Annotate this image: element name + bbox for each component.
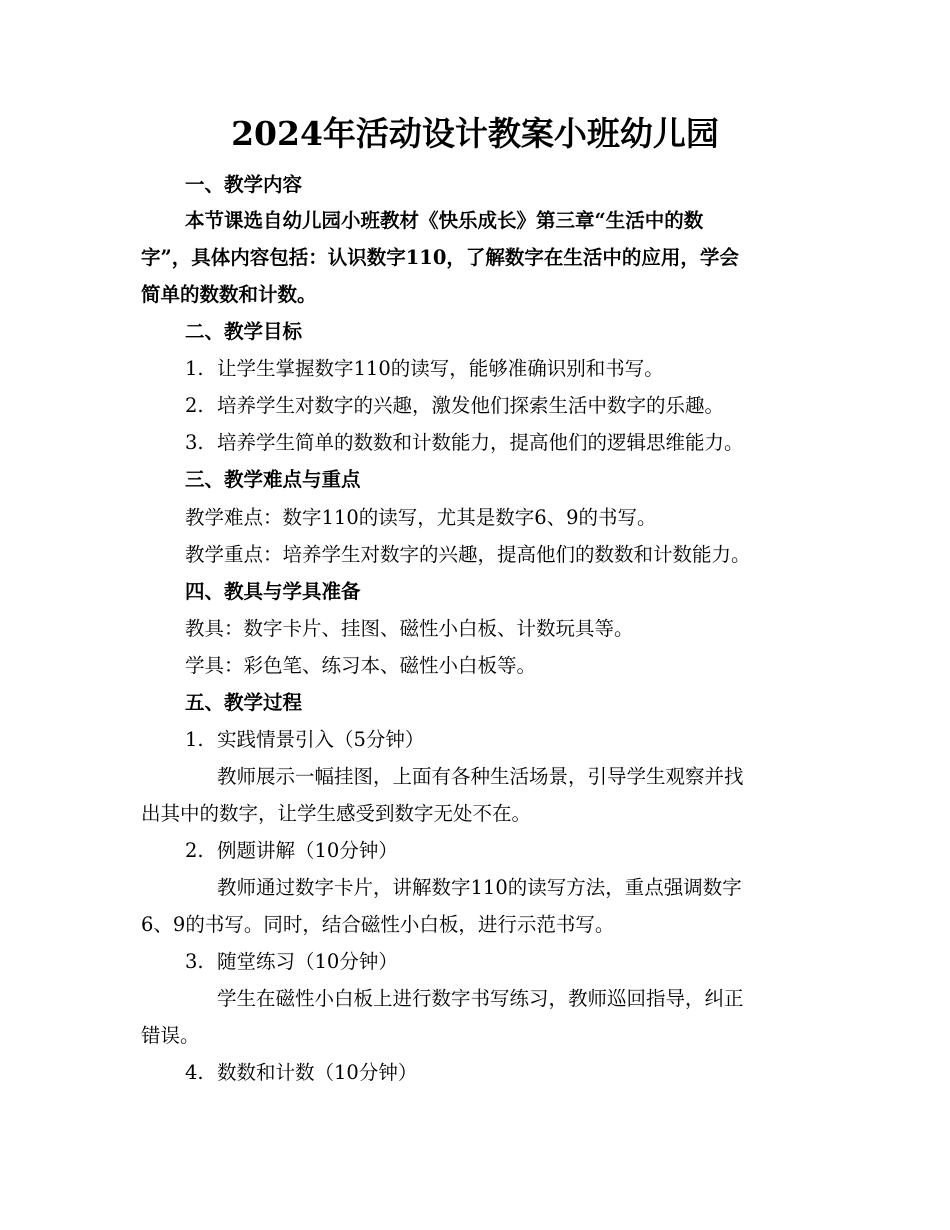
- step-title: [185, 725, 424, 755]
- content-paragraph-line: 本节课选自幼儿园小班教材《快乐成长》第三章“生活中的数: [185, 209, 704, 232]
- step-title-text: 数数和计数（10分钟）: [217, 1061, 418, 1084]
- list-text: 培养学生对数字的兴趣，激发他们探索生活中数字的乐趣。: [217, 394, 725, 417]
- difficulty-text: 教学难点：数字110的读写，尤其是数字6、9的书写。: [185, 506, 657, 529]
- step-paragraph-line: 出其中的数字，让学生感受到数字无处不在。: [141, 802, 532, 825]
- step-number: 1.: [185, 728, 204, 751]
- step-title: [185, 947, 398, 977]
- step-paragraph-line: 学生在磁性小白板上进行数字书写练习，教师巡回指导，纠正: [217, 987, 744, 1010]
- step-paragraph-line: 错误。: [141, 1024, 200, 1047]
- section-heading-content: 一、教学内容: [185, 173, 303, 196]
- list-text: 让学生掌握数字110的读写，能够准确识别和书写。: [217, 357, 664, 380]
- list-number: 2.: [185, 394, 204, 417]
- section-heading-process: 五、教学过程: [185, 691, 303, 714]
- section-heading-goals: 二、教学目标: [185, 320, 303, 343]
- student-materials-text: 学具：彩色笔、练习本、磁性小白板等。: [185, 654, 537, 677]
- step-title: [185, 1058, 417, 1088]
- list-item: [185, 428, 744, 458]
- step-title-text: 例题讲解（10分钟）: [217, 839, 398, 862]
- step-title-text: 实践情景引入（5分钟）: [217, 728, 425, 751]
- list-number: 3.: [185, 431, 204, 454]
- step-number: 4.: [185, 1061, 204, 1084]
- content-paragraph-line: 简单的数数和计数。: [141, 283, 317, 306]
- list-item: [185, 354, 664, 384]
- teacher-materials-text: 教具：数字卡片、挂图、磁性小白板、计数玩具等。: [185, 617, 634, 640]
- section-heading-materials: 四、教具与学具准备: [185, 580, 361, 603]
- step-number: 2.: [185, 839, 204, 862]
- focus-text: 教学重点：培养学生对数字的兴趣，提高他们的数数和计数能力。: [185, 543, 751, 566]
- list-item: [185, 391, 724, 421]
- step-title-text: 随堂练习（10分钟）: [217, 950, 398, 973]
- section-heading-difficulty: 三、教学难点与重点: [185, 468, 361, 491]
- content-paragraph-line: 字”，具体内容包括：认识数字110，了解数字在生活中的应用，学会: [141, 246, 739, 269]
- step-number: 3.: [185, 950, 204, 973]
- list-number: 1.: [185, 357, 204, 380]
- step-paragraph-line: 教师展示一幅挂图，上面有各种生活场景，引导学生观察并找: [217, 765, 744, 788]
- list-text: 培养学生简单的数数和计数能力，提高他们的逻辑思维能力。: [217, 431, 744, 454]
- step-paragraph-line: 教师通过数字卡片，讲解数字110的读写方法，重点强调数字: [217, 876, 742, 899]
- step-title: [185, 836, 398, 866]
- step-paragraph-line: 6、9的书写。同时，结合磁性小白板，进行示范书写。: [141, 913, 615, 936]
- document-title: 2024年活动设计教案小班幼儿园: [231, 114, 719, 153]
